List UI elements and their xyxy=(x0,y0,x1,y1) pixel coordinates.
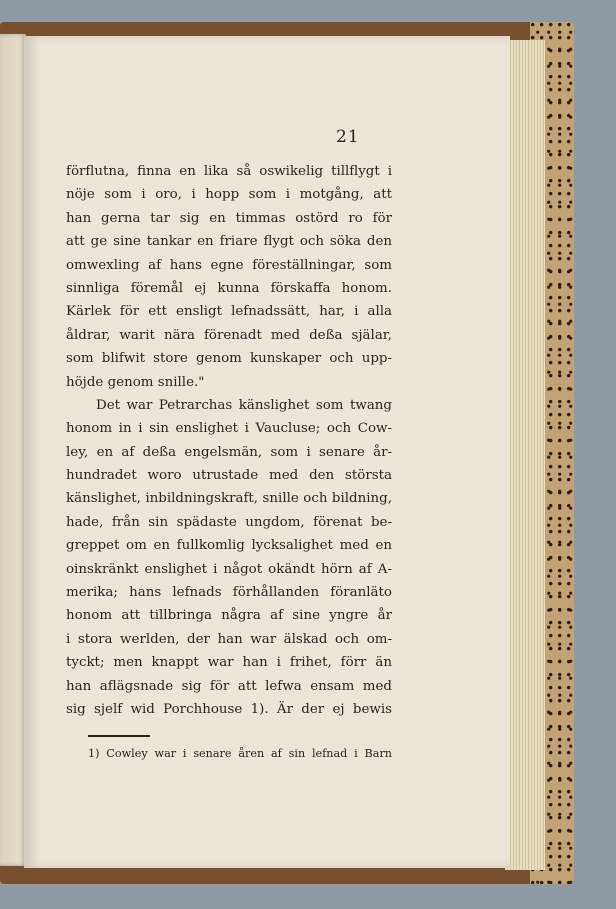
footnote: 1) Cowley war i senare åren af sin lefnad i Barn xyxy=(88,747,392,760)
text-line: hundradet woro utrustade med den största xyxy=(66,468,392,484)
text-line: greppet om en fullkomlig lycksalighet med en xyxy=(66,538,392,554)
body-text xyxy=(66,160,392,721)
text-line: ley, en af deßa engelsmän, som i senare år- xyxy=(66,444,392,460)
text-line: han gerna tar sig en timmas ostörd ro för xyxy=(66,210,392,226)
text-line: oinskränkt enslighet i något okändt hörn af A- xyxy=(66,561,392,577)
text-line: i stora werlden, der han war älskad och om- xyxy=(66,631,392,647)
page-number: 21 xyxy=(336,127,360,147)
text-line: nöje som i oro, i hopp som i motgång, att xyxy=(66,187,392,203)
text-line: han aflägsnade sig för att lefwa ensam med xyxy=(66,678,392,694)
text-line: tyckt; men knappt war han i frihet, förr än xyxy=(66,655,392,671)
page-edges xyxy=(505,40,545,870)
text-line: känslighet, inbildningskraft, snille och bildning, xyxy=(66,491,392,507)
text-line: sinnliga föremål ej kunna förskaffa honom. xyxy=(66,280,392,296)
text-line: honom att tillbringa några af sine yngre år xyxy=(66,608,392,624)
text-line: att ge sine tankar en friare flygt och söka den xyxy=(66,234,392,250)
text-line: omwexling af hans egne föreställningar, som xyxy=(66,257,392,273)
facing-page xyxy=(0,34,26,866)
text-line: Kärlek för ett ensligt lefnadssätt, har, i alla xyxy=(66,304,392,320)
text-line: förflutna, finna en lika så oswikelig tillflygt i xyxy=(66,164,392,179)
text-line: Det war Petrarchas känslighet som twang xyxy=(96,397,392,413)
footnote-rule xyxy=(88,735,150,737)
text-line: åldrar, warit nära förenadt med deßa själar, xyxy=(66,327,392,343)
text-line: hade, från sin spädaste ungdom, förenat be- xyxy=(66,514,392,530)
text-line: honom in i sin enslighet i Vaucluse; och Cow- xyxy=(66,421,392,437)
text-line: sig sjelf wid Porchhouse 1). Är der ej bewis xyxy=(66,701,392,717)
text-line: som blifwit store genom kunskaper och upp- xyxy=(66,351,392,367)
text-line: merika; hans lefnads förhållanden föranläto xyxy=(66,585,392,601)
text-line: höjde genom snille." xyxy=(66,374,205,390)
